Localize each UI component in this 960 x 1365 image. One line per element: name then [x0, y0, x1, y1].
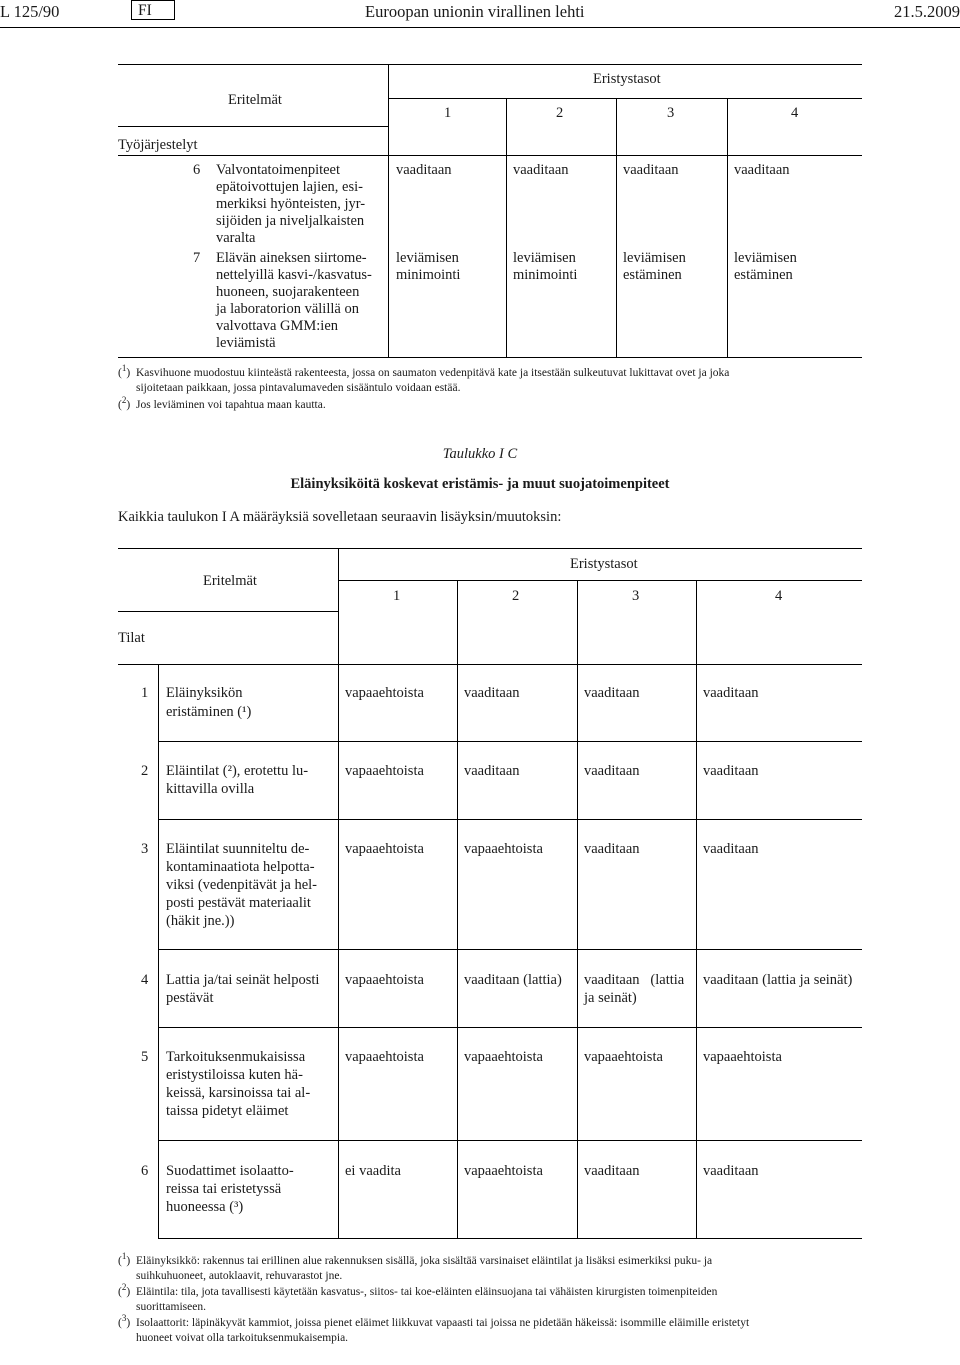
footnote-mark: ($^2$)	[118, 395, 131, 411]
row-desc-line: Lattia ja/tai seinät helposti	[166, 972, 320, 988]
row-desc-line: sijöiden ja niveljalkaisten	[216, 213, 365, 229]
row-number: 2	[141, 763, 149, 779]
row-desc-line: epätoivottujen lajien, esi-	[216, 179, 363, 195]
footnote-mark: ($^2$)	[118, 1282, 131, 1298]
row-desc-line: Valvontatoimenpiteet	[216, 162, 341, 178]
cell-level-1: leviämisen	[396, 250, 459, 266]
row-desc-line: kittavilla ovilla	[166, 781, 255, 797]
cell-level-3: vaaditaan (lattia	[584, 972, 685, 988]
row-desc-line: Suodattimet isolaatto-	[166, 1163, 294, 1179]
row-desc-line: Eläinyksikön	[166, 685, 243, 701]
footnote-text: Isolaattorit: läpinäkyvät kammiot, joissa pienet eläimet liikkuvat vapaasti tai joissa ne pidetään häkeissä: isommille eläimille eristetyt	[136, 1317, 750, 1329]
level-header-3: 3	[632, 588, 640, 604]
footnote-text: Jos leviäminen voi tapahtua maan kautta.	[136, 399, 326, 411]
cell-level-4: vaaditaan	[703, 763, 759, 779]
row-number: 7	[193, 250, 201, 266]
language-box: FI	[131, 0, 175, 20]
table-intro: Kaikkia taulukon I A määräyksiä sovelletaan seuraavin lisäyksin/muutoksin:	[118, 509, 562, 525]
level-header-3: 3	[667, 105, 675, 121]
row-desc-line: valvottava GMM:ien	[216, 318, 339, 334]
cell-level-3: leviämisen	[623, 250, 686, 266]
footnote-text: suihkuhuoneet, autoklaavit, rehuvarastot jne.	[136, 1270, 343, 1282]
row-desc-line: leviämistä	[216, 335, 276, 351]
header-rule	[0, 27, 960, 28]
row-desc-line: keissä, karsinoissa tai al-	[166, 1085, 311, 1101]
row-desc-line: eristystiloissa kuten hä-	[166, 1067, 303, 1083]
cell-level-1: vapaaehtoista	[345, 685, 424, 701]
row-number: 4	[141, 972, 149, 988]
cell-level-4: vapaaehtoista	[703, 1049, 782, 1065]
cell-level-4: vaaditaan	[703, 841, 759, 857]
cell-level-1: vapaaehtoista	[345, 972, 424, 988]
row-desc-line: merkiksi hyönteisten, jyr-	[216, 196, 366, 212]
footnote-mark: ($^3$)	[118, 1313, 131, 1329]
row-desc-line: ja laboratorion välillä on	[216, 301, 359, 317]
cell-level-3: vaaditaan	[584, 685, 640, 701]
row-header-tilat: Tilat	[118, 630, 145, 646]
footnote-text: huoneet voivat olla tarkoituksenmukaisempia.	[136, 1332, 349, 1344]
row-desc-line: nettelyillä kasvi-/kasvatus-	[216, 267, 372, 283]
footnote-text: suorittamiseen.	[136, 1301, 206, 1313]
footnote-text: Eläintila: tila, jota tavallisesti käytetään kasvatus-, siitos- tai koe-eläinten eläinsuojana tai vähäisten kirurgisten toimenpiteiden	[136, 1286, 718, 1298]
row-desc-line: eristäminen (¹)	[166, 704, 252, 720]
cell-level-1: ei vaadita	[345, 1163, 401, 1179]
cell-level-3: estäminen	[623, 267, 682, 283]
cell-level-2: vaaditaan	[513, 162, 569, 178]
row-desc-line: taissa pidetyt eläimet	[166, 1103, 289, 1119]
level-header-2: 2	[556, 105, 564, 121]
column-header-eritelmat: Eritelmät	[228, 92, 282, 108]
cell-level-1: vapaaehtoista	[345, 763, 424, 779]
footnote-text: Kasvihuone muodostuu kiinteästä rakenteesta, jossa on saumaton vedenpitävä kate ja itsestään sulkeutuvat lukittavat ovet ja joka	[136, 367, 730, 379]
row-desc-line: (häkit jne.))	[166, 913, 235, 929]
page-header	[0, 2, 960, 26]
cell-level-2: minimointi	[513, 267, 578, 283]
row-number: 6	[141, 1163, 149, 1179]
level-header-4: 4	[775, 588, 783, 604]
row-number: 3	[141, 841, 149, 857]
footnote-text: sijoitetaan paikkaan, jossa pintavalumaveden sisääntulo voidaan estää.	[136, 382, 461, 394]
footnote-text: Eläinyksikkö: rakennus tai erillinen alue rakennuksen sisällä, joka sisältää varsinaiset eläintilat ja lisäksi esimerkiksi puku- ja	[136, 1255, 713, 1267]
cell-level-1: vapaaehtoista	[345, 841, 424, 857]
cell-level-3: ja seinät)	[584, 990, 637, 1006]
footnote-mark: ($^1$)	[118, 363, 131, 379]
table-title: Eläinyksiköitä koskevat eristämis- ja muut suojatoimenpiteet	[290, 476, 670, 492]
cell-level-3: vaaditaan	[623, 162, 679, 178]
cell-level-2: vapaaehtoista	[464, 1163, 543, 1179]
row-desc-line: huoneen, suojarakenteen	[216, 284, 360, 300]
cell-level-2: leviämisen	[513, 250, 576, 266]
cell-level-4: vaaditaan	[703, 685, 759, 701]
level-header-4: 4	[791, 105, 799, 121]
cell-level-1: vaaditaan	[396, 162, 452, 178]
cell-level-4: leviämisen	[734, 250, 797, 266]
row-desc-line: Eläintilat suunniteltu de-	[166, 841, 310, 857]
row-desc-line: reissa tai eristetyssä	[166, 1181, 282, 1197]
cell-level-2: vaaditaan (lattia)	[464, 972, 562, 988]
cell-level-3: vaaditaan	[584, 763, 640, 779]
row-desc-line: Elävän aineksen siirtome-	[216, 250, 367, 266]
cell-level-2: vaaditaan	[464, 763, 520, 779]
row-desc-line: huoneessa (³)	[166, 1199, 244, 1215]
cell-level-4: vaaditaan (lattia ja seinät)	[703, 972, 853, 988]
cell-level-2: vaaditaan	[464, 685, 520, 701]
row-number: 5	[141, 1049, 149, 1065]
row-desc-line: posti pestävät materiaalit	[166, 895, 311, 911]
cell-level-4: vaaditaan	[734, 162, 790, 178]
row-desc-line: Tarkoituksenmukaisissa	[166, 1049, 306, 1065]
table-label: Taulukko I C	[442, 446, 518, 462]
row-header-tyojarjestelyt: Työjärjestelyt	[118, 137, 198, 153]
row-desc-line: viksi (vedenpitävät ja hel-	[166, 877, 317, 893]
row-desc-line: Eläintilat (²), erotettu lu-	[166, 763, 309, 779]
level-header-1: 1	[393, 588, 401, 604]
row-number: 1	[141, 685, 149, 701]
row-number: 6	[193, 162, 201, 178]
row-desc-line: varalta	[216, 230, 256, 246]
journal-title: Euroopan unionin virallinen lehti	[365, 2, 585, 21]
cell-level-4: vaaditaan	[703, 1163, 759, 1179]
level-header-2: 2	[512, 588, 520, 604]
group-header-eristystasot: Eristystasot	[570, 556, 638, 572]
cell-level-1: minimointi	[396, 267, 461, 283]
page-number: L 125/90	[0, 2, 60, 21]
row-desc-line: pestävät	[166, 990, 214, 1006]
level-header-1: 1	[444, 105, 452, 121]
cell-level-3: vaaditaan	[584, 1163, 640, 1179]
cell-level-3: vapaaehtoista	[584, 1049, 663, 1065]
cell-level-1: vapaaehtoista	[345, 1049, 424, 1065]
cell-level-2: vapaaehtoista	[464, 1049, 543, 1065]
cell-level-2: vapaaehtoista	[464, 841, 543, 857]
cell-level-4: estäminen	[734, 267, 793, 283]
column-header-eritelmat: Eritelmät	[203, 573, 257, 589]
publication-date: 21.5.2009	[894, 2, 960, 21]
footnote-mark: ($^1$)	[118, 1251, 131, 1267]
row-desc-line: kontaminaatiota helpotta-	[166, 859, 315, 875]
group-header-eristystasot: Eristystasot	[593, 71, 661, 87]
cell-level-3: vaaditaan	[584, 841, 640, 857]
